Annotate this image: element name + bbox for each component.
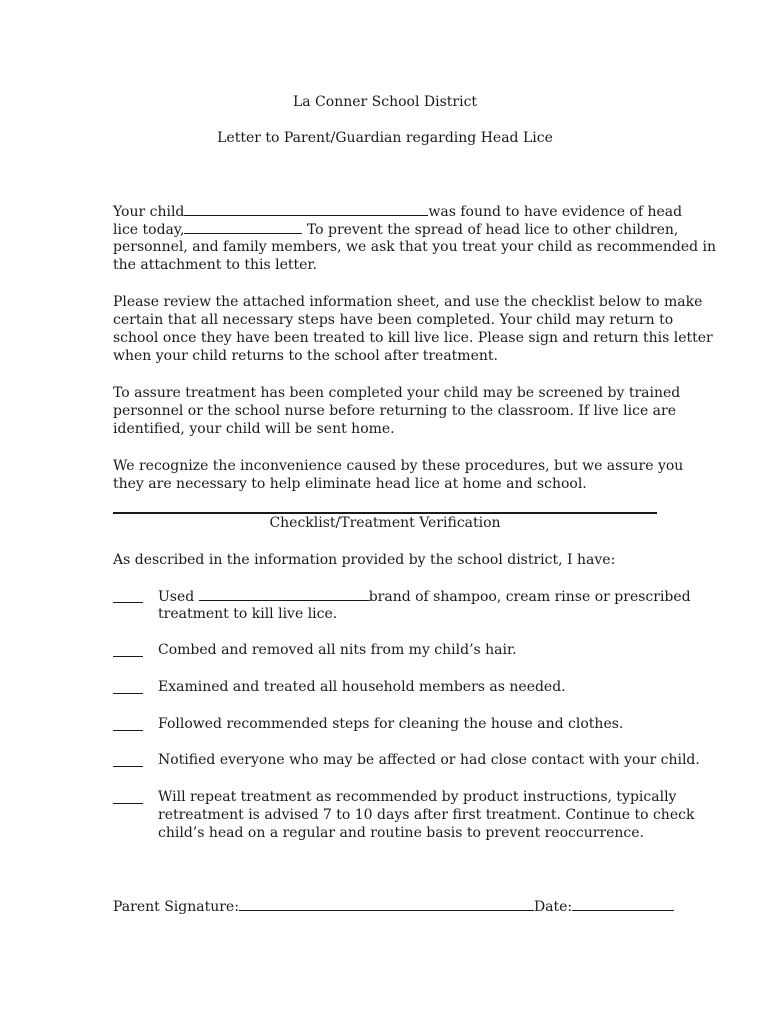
para1-line4: the attachment to this letter. xyxy=(113,257,317,273)
item-text: brand of shampoo, cream rinse or prescribed xyxy=(368,589,691,605)
para2-line2: certain that all necessary steps have been completed. Your child may return to xyxy=(113,312,674,328)
para2-line4: when your child returns to the school after treatment. xyxy=(113,348,498,364)
checklist-item-1-line2: treatment to kill live lice. xyxy=(158,606,338,622)
checkmark-blank-6[interactable] xyxy=(113,803,143,804)
shampoo-brand-blank[interactable] xyxy=(199,587,369,601)
para1-text: To prevent the spread of head lice to other children, xyxy=(302,222,679,238)
parent-signature-label: Parent Signature: xyxy=(113,899,239,915)
para1-text: lice today, xyxy=(113,222,185,238)
para1-line3: personnel, and family members, we ask that you treat your child as recommended in xyxy=(113,239,717,255)
checkmark-blank-3[interactable] xyxy=(113,693,143,694)
para1-line1 xyxy=(113,202,682,221)
checklist-heading: Checklist/Treatment Verification xyxy=(269,515,501,531)
para2-line3: school once they have been treated to kill live lice. Please sign and return this letter xyxy=(113,330,713,346)
para1-text: was found to have evidence of head xyxy=(428,204,683,220)
date-found-blank[interactable] xyxy=(184,220,302,234)
checklist-item-2: Combed and removed all nits from my child’s hair. xyxy=(158,642,517,658)
para3-line3: identified, your child will be sent home. xyxy=(113,421,395,437)
para3-line2: personnel or the school nurse before returning to the classroom. If live lice are xyxy=(113,403,677,419)
checklist-item-3: Examined and treated all household members as needed. xyxy=(158,679,566,695)
letter-title: Letter to Parent/Guardian regarding Head Lice xyxy=(217,130,553,146)
checklist-item-6-line3: child’s head on a regular and routine basis to prevent reoccurrence. xyxy=(158,825,645,841)
checkmark-blank-5[interactable] xyxy=(113,766,143,767)
para4-line1: We recognize the inconvenience caused by these procedures, but we assure you xyxy=(113,458,684,474)
date-field[interactable] xyxy=(572,897,674,911)
checklist-item-1-line1 xyxy=(158,587,691,606)
checklist-intro: As described in the information provided by the school district, I have: xyxy=(113,552,616,568)
para4-line2: they are necessary to help eliminate head lice at home and school. xyxy=(113,476,587,492)
para1-line2 xyxy=(113,220,678,239)
checklist-item-4: Followed recommended steps for cleaning the house and clothes. xyxy=(158,716,624,732)
para3-line1: To assure treatment has been completed your child may be screened by trained xyxy=(113,385,681,401)
parent-signature-field[interactable] xyxy=(239,897,534,911)
checklist-item-6-line1: Will repeat treatment as recommended by product instructions, typically xyxy=(158,789,677,805)
para1-text: Your child xyxy=(113,204,185,220)
child-name-blank[interactable] xyxy=(184,202,428,216)
checklist-item-5: Notified everyone who may be affected or had close contact with your child. xyxy=(158,752,700,768)
checkmark-blank-1[interactable] xyxy=(113,602,143,603)
checklist-item-6-line2: retreatment is advised 7 to 10 days after first treatment. Continue to check xyxy=(158,807,695,823)
item-text: Used xyxy=(158,589,199,605)
district-name: La Conner School District xyxy=(292,94,478,110)
para2-line1: Please review the attached information sheet, and use the checklist below to make xyxy=(113,294,703,310)
checkmark-blank-2[interactable] xyxy=(113,656,143,657)
checkmark-blank-4[interactable] xyxy=(113,730,143,731)
signature-row xyxy=(113,897,674,916)
date-label: Date: xyxy=(533,899,573,915)
